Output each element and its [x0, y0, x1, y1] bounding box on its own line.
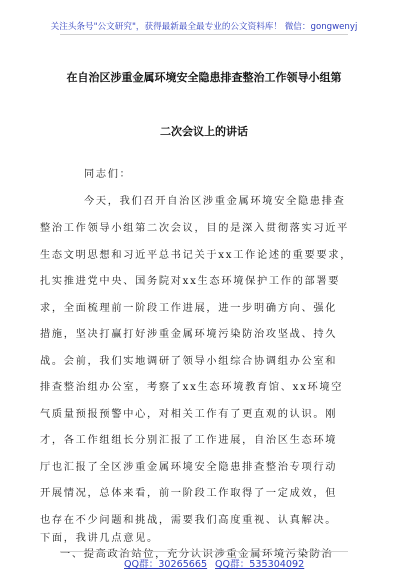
- body-line: 整治工作领导小组第二次会议，目的是深入贯彻落实习近平: [40, 223, 350, 234]
- body-line: 措施，坚决打赢打好涉重金属环境污染防治攻坚战、持久: [40, 329, 338, 340]
- body-line: 排查整治组办公室，考察了xx生态环境教育馆、xx环境空: [40, 382, 344, 393]
- body-line: 也存在不少问题和挑战，需要我们高度重视、认真解决。: [40, 515, 338, 526]
- footer-divider: [60, 551, 348, 552]
- body-line: 下面，我讲几点意见。: [40, 533, 159, 544]
- body-line: 气质量预报预警中心，对相关工作有了更直观的认识。刚: [40, 409, 338, 420]
- body-line: 求，全面梳理前一阶段工作进展，进一步明确方向、强化: [40, 303, 338, 314]
- qq-group-link-1[interactable]: QQ群：30265665: [124, 559, 208, 570]
- body-line: 厅也汇报了全区涉重金属环境安全隐患排查整治专项行动: [40, 462, 338, 473]
- body-line: 一、提高政治站位，充分认识涉重金属环境污染防治: [60, 549, 334, 560]
- document-title-line-2: 二次会议上的讲话: [160, 125, 248, 138]
- body-line: 才，各工作组组长分别汇报了工作进展，自治区生态环境: [40, 435, 338, 446]
- body-line: 扎实推进党中央、国务院对xx生态环境保护工作的部署要: [40, 276, 341, 287]
- body-line: 生态文明思想和习近平总书记关于xx工作论述的重要要求，: [40, 250, 353, 261]
- body-line: 开展情况，总体来看，前一阶段工作取得了一定成效，但: [40, 488, 338, 499]
- salutation: 同志们：: [84, 169, 132, 180]
- header-banner: 关注头条号"公文研究"，获得最新最全最专业的公文资料库！ 微信：gongwenyj: [50, 22, 358, 32]
- body-text: [40, 0, 370, 580]
- qq-group-link-2[interactable]: QQ群：535304092: [215, 559, 305, 570]
- body-line: 今天，我们召开自治区涉重金属环境安全隐患排查: [84, 196, 346, 207]
- body-line: 战。会前，我们实地调研了领导小组综合协调组办公室和: [40, 356, 338, 367]
- document-title-line-1: 在自治区涉重金属环境安全隐患排查整治工作领导小组第: [66, 71, 342, 84]
